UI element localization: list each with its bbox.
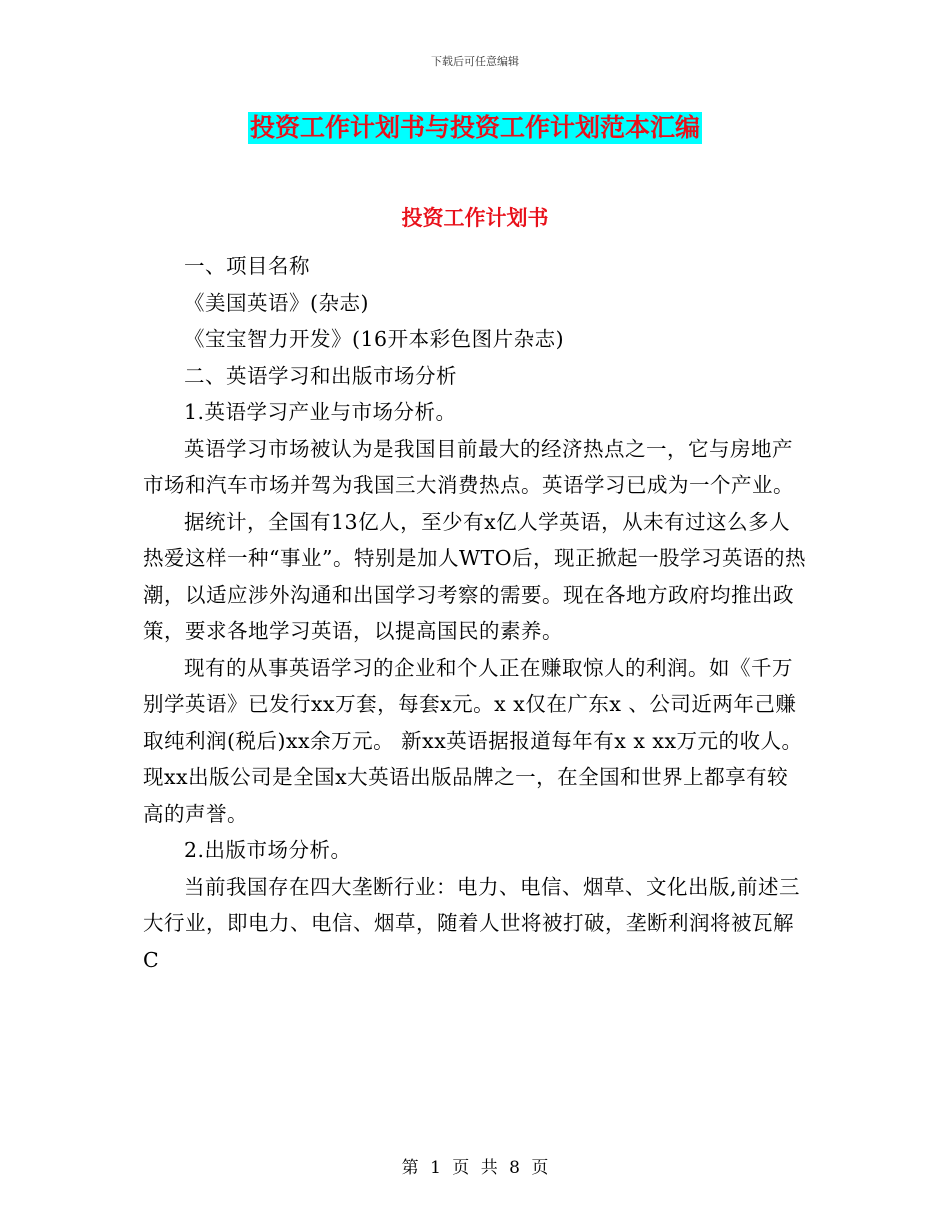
paragraph: 一、项目名称 — [184, 254, 310, 278]
paragraph: 二、英语学习和出版市场分析 — [184, 363, 457, 388]
paragraph: 2.出版市场分析。 — [184, 838, 352, 862]
section-title: 投资工作计划书 — [401, 205, 549, 230]
document-body — [143, 248, 808, 978]
main-title-container — [0, 112, 950, 144]
paragraph: 现有的从事英语学习的企业和个人正在赚取惊人的利润。如《千万别学英语》已发行xx万套，每套x元。x x仅在广东x 、公司近两年己赚取纯利润(税后)xx余万元。 新xx英语据报道每年有x x xx万元的收人。现xx出版公司是全国x大英语出版品牌之一，在全国和世界上都享有较高的声誉。 — [143, 655, 803, 826]
paragraph: 英语学习市场被认为是我国目前最大的经济热点之一，它与房地产市场和汽车市场并驾为我国三大消费热点。英语学习已成为一个产业。 — [143, 436, 794, 497]
main-title: 投资工作计划书与投资工作计划范本汇编 — [249, 113, 700, 142]
paragraph: 1.英语学习产业与市场分析。 — [184, 400, 457, 424]
paragraph: 《宝宝智力开发》(16开本彩色图片杂志) — [184, 327, 565, 351]
paragraph: 当前我国存在四大垄断行业：电力、电信、烟草、文化出版,前述三大行业，即电力、电信、烟草，随着人世将被打破，垄断利润将被瓦解C — [143, 874, 801, 972]
paragraph: 据统计，全国有13亿人，至少有x亿人学英语，从未有过这么多人热爱这样一种“事业”。特别是加人WTO后，现正掀起一股学习英语的热潮，以适应涉外沟通和出国学习考察的需要。现在各地方政府均推出政策，要求各地学习英语，以提高国民的素养。 — [143, 509, 807, 643]
page-number-footer: 第 1 页 共 8 页 — [401, 1158, 549, 1178]
paragraph: 《美国英语》(杂志) — [184, 290, 369, 315]
page-header-note: 下载后可任意编辑 — [431, 55, 519, 68]
